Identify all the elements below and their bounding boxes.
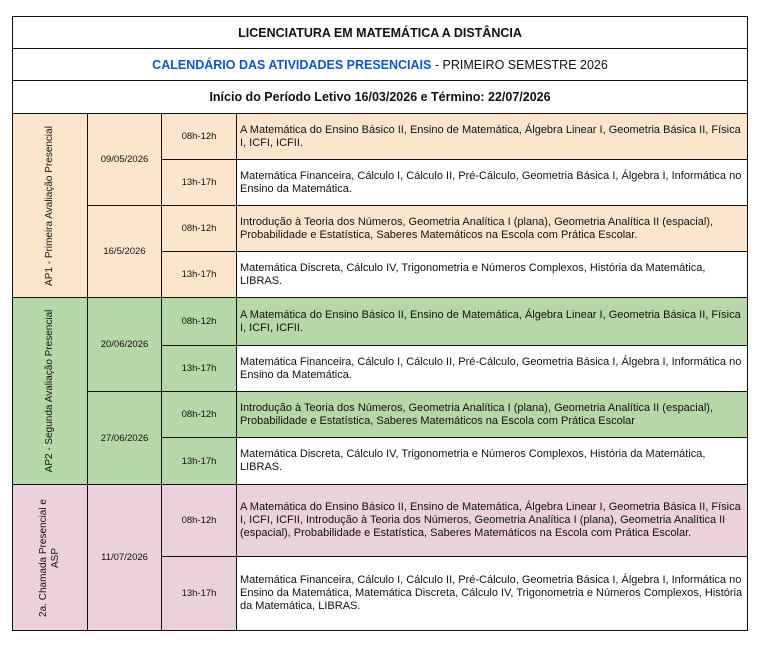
period-info: Início do Período Letivo 16/03/2026 e Término: 22/07/2026: [13, 81, 748, 114]
exam-date: 20/06/2026: [88, 298, 162, 392]
course-list: Introdução à Teoria dos Números, Geometria Analítica I (plana), Geometria Analítica II (espacial), Probabilidade e Estatística, Saberes Matemáticos na Escola com Prática Escolar: [237, 392, 748, 438]
course-list: Matemática Financeira, Cálculo I, Cálculo II, Pré-Cálculo, Geometria Básica I, Álgebra I, Informática no Ensino da Matemática.: [237, 160, 748, 206]
time-slot: 13h-17h: [162, 438, 237, 485]
time-slot: 13h-17h: [162, 252, 237, 298]
course-list: Matemática Discreta, Cálculo IV, Trigonometria e Números Complexos, História da Matemática, LIBRAS.: [237, 438, 748, 485]
course-list: Introdução à Teoria dos Números, Geometria Analítica I (plana), Geometria Analítica II (espacial), Probabilidade e Estatística, Saberes Matemáticos na Escola com Prática Escolar.: [237, 206, 748, 252]
calendar-table: [12, 16, 748, 631]
subtitle-highlight: CALENDÁRIO DAS ATIVIDADES PRESENCIAIS: [152, 57, 432, 72]
course-list: Matemática Discreta, Cálculo IV, Trigonometria e Números Complexos, História da Matemática, LIBRAS.: [237, 252, 748, 298]
exam-date: 27/06/2026: [88, 392, 162, 485]
course-list: A Matemática do Ensino Básico II, Ensino de Matemática, Álgebra Linear I, Geometria Básica II, Física I, ICFI, ICFII, Introdução à Teoria dos Números, Geometria Analítica I (plana), Geometria Analítica II (espacial), Probabilidade e Estatística, Saberes Matemáticos na Escola com Prática Escolar.: [237, 485, 748, 557]
course-list: A Matemática do Ensino Básico II, Ensino de Matemática, Álgebra Linear I, Geometria Básica II, Física I, ICFI, ICFII.: [237, 114, 748, 160]
section-label: AP2 - Segunda Avaliação Presencial: [13, 298, 88, 485]
time-slot: 08h-12h: [162, 114, 237, 160]
section-label: AP1 - Primeira Avaliação Presencial: [13, 114, 88, 298]
calendar-subtitle: [13, 49, 748, 81]
subtitle-rest: - PRIMEIRO SEMESTRE 2026: [431, 57, 608, 72]
time-slot: 13h-17h: [162, 346, 237, 392]
exam-date: 16/5/2026: [88, 206, 162, 298]
time-slot: 13h-17h: [162, 160, 237, 206]
section-label: 2a. Chamada Presencial e ASP: [13, 485, 88, 631]
time-slot: 08h-12h: [162, 206, 237, 252]
course-list: A Matemática do Ensino Básico II, Ensino de Matemática, Álgebra Linear I, Geometria Básica II, Física I, ICFI, ICFII.: [237, 298, 748, 346]
course-title: LICENCIATURA EM MATEMÁTICA A DISTÂNCIA: [13, 17, 748, 49]
time-slot: 13h-17h: [162, 557, 237, 631]
course-list: Matemática Financeira, Cálculo I, Cálculo II, Pré-Cálculo, Geometria Básica I, Álgebra I, Informática no Ensino da Matemática.: [237, 346, 748, 392]
time-slot: 08h-12h: [162, 485, 237, 557]
exam-date: 11/07/2026: [88, 485, 162, 631]
course-list: Matemática Financeira, Cálculo I, Cálculo II, Pré-Cálculo, Geometria Básica I, Álgebra I, Informática no Ensino da Matemática, Matemática Discreta, Cálculo IV, Trigonometria e Números Complexos, História da Matemática, LIBRAS.: [237, 557, 748, 631]
time-slot: 08h-12h: [162, 392, 237, 438]
time-slot: 08h-12h: [162, 298, 237, 346]
exam-date: 09/05/2026: [88, 114, 162, 206]
